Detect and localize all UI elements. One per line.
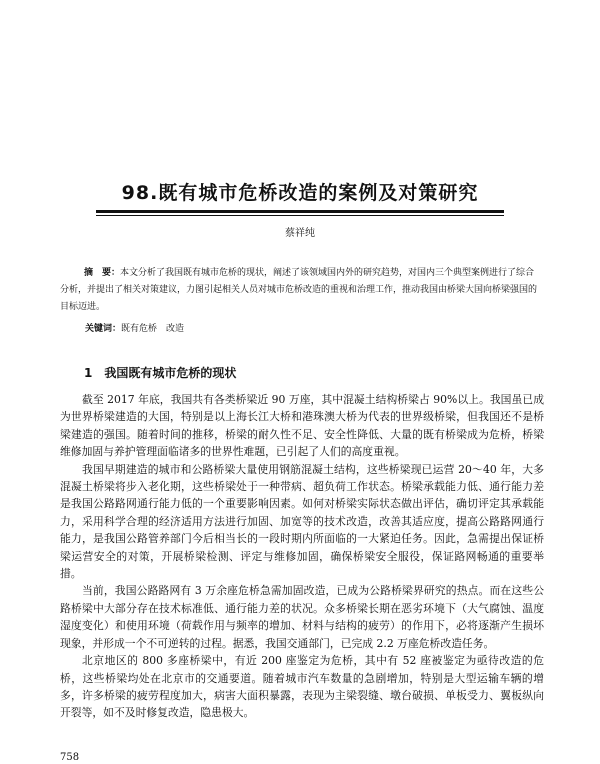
section-heading (84, 364, 236, 381)
keywords-text: 既有危桥 改造 (121, 324, 185, 334)
abstract (60, 265, 540, 316)
paragraph: 当前，我国公路路网有 3 万余座危桥急需加固改造，已成为公路桥梁界研究的热点。而在这些公路桥梁中大部分存在技术标准低、通行能力差的状况。众多桥梁长期在恶劣环境下（大气腐蚀、温度湿度变化）和使用环境（荷载作用与频率的增加、材料与结构的疲劳）的作用下，必将逐渐产生损坏现象，并形成一个不可逆转的过程。据悉，我国交通部门，已完成 2.2 万座危桥改造任务。 (60, 584, 544, 650)
paragraph: 我国早期建造的城市和公路桥梁大量使用钢筋混凝土结构，这些桥梁现已运营 20～40 年，大多混凝土桥梁将步入老化期，这些桥梁处于一种带病、超负荷工作状态。桥梁承载能力低、通行能力差是我国公路路网通行能力低的一个重要影响因素。如何对桥梁实际状态做出评估，确切评定其承载能力，采用科学合理的经济适用方法进行加固、加宽等的技术改造，改善其适应度，提高公路路网通行能力，是我国公路管养部门今后相当长的一段时期内所面临的一大紧迫任务。因此，急需提出保证桥梁运营安全的对策，开展桥梁检测、评定与维修加固，确保桥梁安全服役，保证路网畅通的重要举措。 (60, 462, 544, 581)
section-title: 我国既有城市危桥的现状 (104, 366, 237, 380)
author-name: 蔡祥纯 (285, 228, 315, 239)
abstract-text: 本文分析了我国既有城市危桥的现状，阐述了该领域国内外的研究趋势，对国内三个典型案例进行了综合分析，并提出了相关对策建议，力图引起相关人员对城市危桥改造的重视和治理工作，推动我国由桥梁大国向桥梁强国的目标迈进。 (60, 268, 538, 312)
section-number: 1 (84, 366, 93, 380)
keywords-label: 关键词： (85, 324, 122, 334)
page-number: 758 (60, 752, 80, 763)
title-rule-thin (96, 215, 504, 216)
abstract-label: 摘 要： (84, 268, 121, 278)
keywords (85, 322, 540, 336)
paragraph: 截至 2017 年底，我国共有各类桥梁近 90 万座，其中混凝土结构桥梁占 90%以上。我国虽已成为世界桥梁建造的大国，特别是以上海长江大桥和港珠澳大桥为代表的世界级桥梁，但我国还不是桥梁建造的强国。随着时间的推移，桥梁的耐久性不足、安全性降低、大量的既有桥梁成为危桥，桥梁维修加固与养护管理面临诸多的世界性难题，已引起了人们的高度重视。 (60, 393, 544, 459)
title-rule-thick (96, 210, 504, 213)
paragraph: 北京地区的 800 多座桥梁中，有近 200 座鉴定为危桥，其中有 52 座被鉴定为亟待改造的危桥，这些桥梁均处在北京市的交通要道。随着城市汽车数量的急剧增加，特别是大型运输车辆的增多，许多桥梁的疲劳程度加大，病害大面积暴露，表现为主梁裂缝、墩台破损、单板受力、翼板纵向开裂等，如不及时修复改造，隐患极大。 (60, 654, 544, 720)
paper-title: 98.既有城市危桥改造的案例及对策研究 (121, 182, 479, 204)
body-text (60, 391, 544, 722)
